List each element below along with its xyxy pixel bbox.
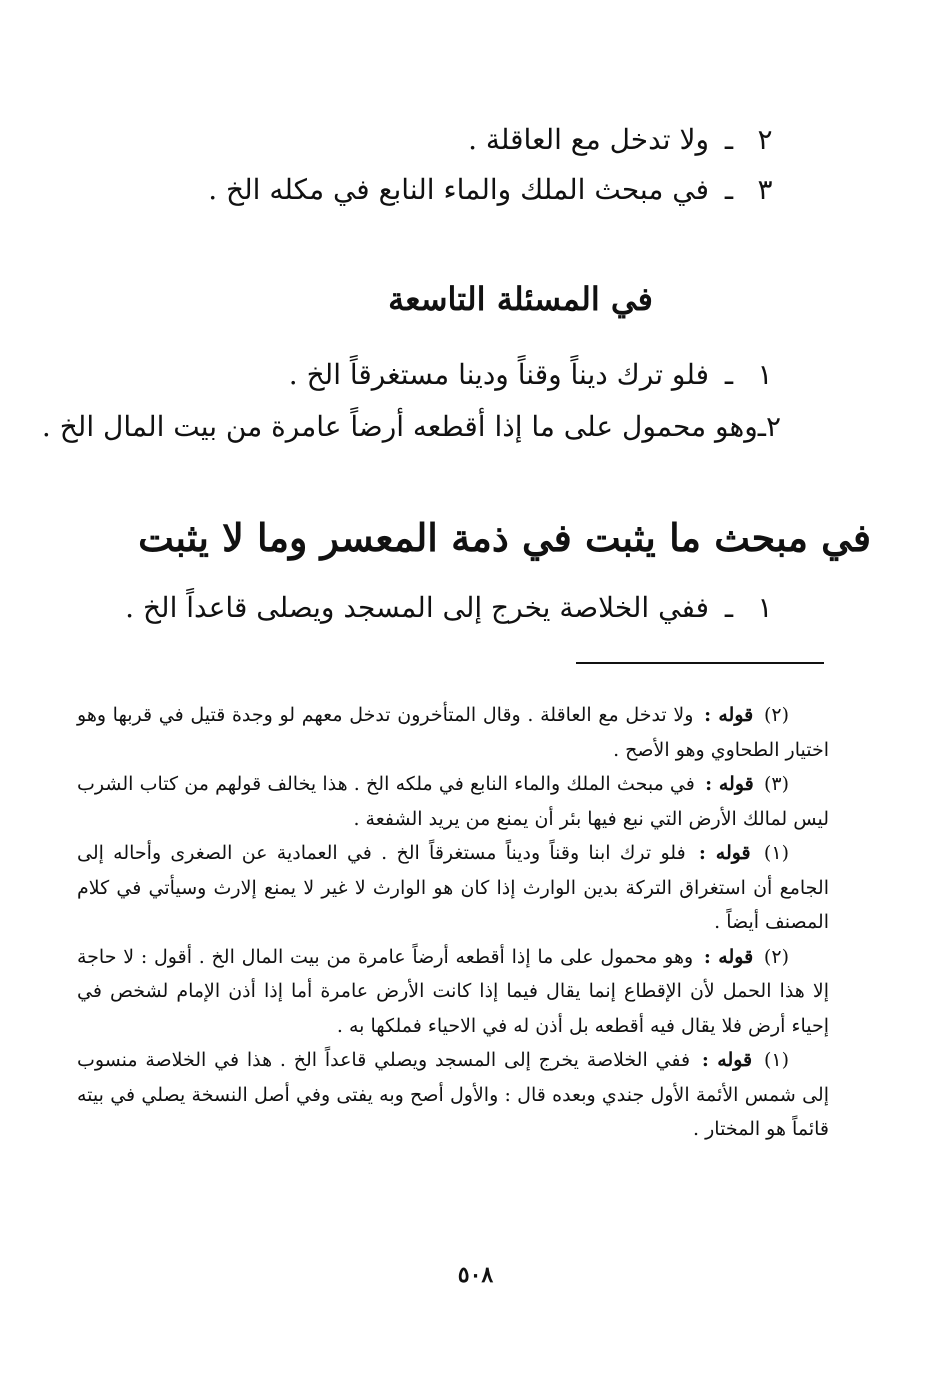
item-dash: ـ [724,358,734,391]
footnote-separator [576,662,824,664]
item-text: ففي الخلاصة يخرج إلى المسجد ويصلى قاعداً الخ . [125,591,709,624]
footnote [77,1043,829,1147]
list-item [60,120,781,160]
footnote-ref: (١) [763,842,789,864]
footnote-keyword: قوله : [701,1049,753,1071]
item-number: ٢ [765,410,781,443]
footnote-keyword: قوله : [704,704,754,726]
item-text: في مبحث الملك والماء النابع في مكله الخ . [208,173,709,206]
footnotes [77,698,829,1147]
item-text: فلو ترك ديناً وقناً ودينا مستغرقاً الخ . [288,358,709,391]
footnote-text: ففي الخلاصة يخرج إلى المسجد ويصلي قاعداً الخ . هذا في الخلاصة منسوب إلى شمس الأئمة الأول جندي وبعده قال : والأول أصح وبه يفتى وفي أصل النسخة يصلي في بيته قائماً هو المختار . [77,1049,829,1140]
list-item [60,170,781,210]
item-text: وهو محمول على ما إذا أقطعه أرضاً عامرة من بيت المال الخ . [41,410,758,443]
list-item [41,407,781,447]
item-dash: ـ [724,591,734,624]
footnote-ref: (٢) [763,704,789,726]
footnote-text: فلو ترك ابنا وقناً وديناً مستغرقاً الخ . في العمادية عن الصغرى وأحاله إلى الجامع أن استغراق التركة بدين الوارث إذا كان هو الوارث لا غير لا يمنع إلارث وسيأتي في كلام المصنف أيضاً . [77,842,829,933]
footnote [77,940,829,1044]
footnote-text: وهو محمول على ما إذا أقطعه أرضاً عامرة من بيت المال الخ . أقول : لا حاجة إلا هذا الحمل لأن الإقطاع إنما يقال فيما إذا كانت الأرض عامرة أما إذا أذن الإمام لشخص في إحياء أرض فلا يقال فيه أقطعه بل أذن له في الاحياء فملكها به . [77,945,829,1037]
footnote-text: ولا تدخل مع العاقلة . وقال المتأخرون تدخل معهم لو وجدة قتيل في قربها وهو اختيار الطحاوي وهو الأصح . [77,704,829,761]
footnote-keyword: قوله : [698,842,751,864]
footnote-ref: (٣) [763,773,789,795]
footnote [77,698,829,767]
item-number: ١ [757,358,773,391]
list-item [60,355,781,395]
item-number: ١ [757,591,773,624]
footnote-text: في مبحث الملك والماء النابع في ملكه الخ . هذا يخالف قولهم من كتاب الشرب ليس لمالك الأرض التي نبع فيها بئر أن يمنع من يريد الشفعة . [77,773,829,830]
item-dash: ـ [757,410,766,443]
list-item [60,588,781,628]
section-heading: في المسئلة التاسعة [388,280,653,318]
page-number: ٥٠٨ [457,1262,494,1288]
footnote-ref: (٢) [763,945,789,968]
item-text: ولا تدخل مع العاقلة . [468,123,709,156]
item-dash: ـ [724,173,734,206]
footnote-keyword: قوله : [703,945,754,968]
item-number: ٣ [757,173,773,206]
footnote [77,767,829,836]
item-dash: ـ [724,123,734,156]
footnote-ref: (١) [763,1049,789,1071]
footnote [77,836,829,940]
section-heading: في مبحث ما يثبت في ذمة المعسر وما لا يثبت [138,515,871,560]
footnote-keyword: قوله : [705,773,754,795]
item-number: ٢ [757,123,773,156]
